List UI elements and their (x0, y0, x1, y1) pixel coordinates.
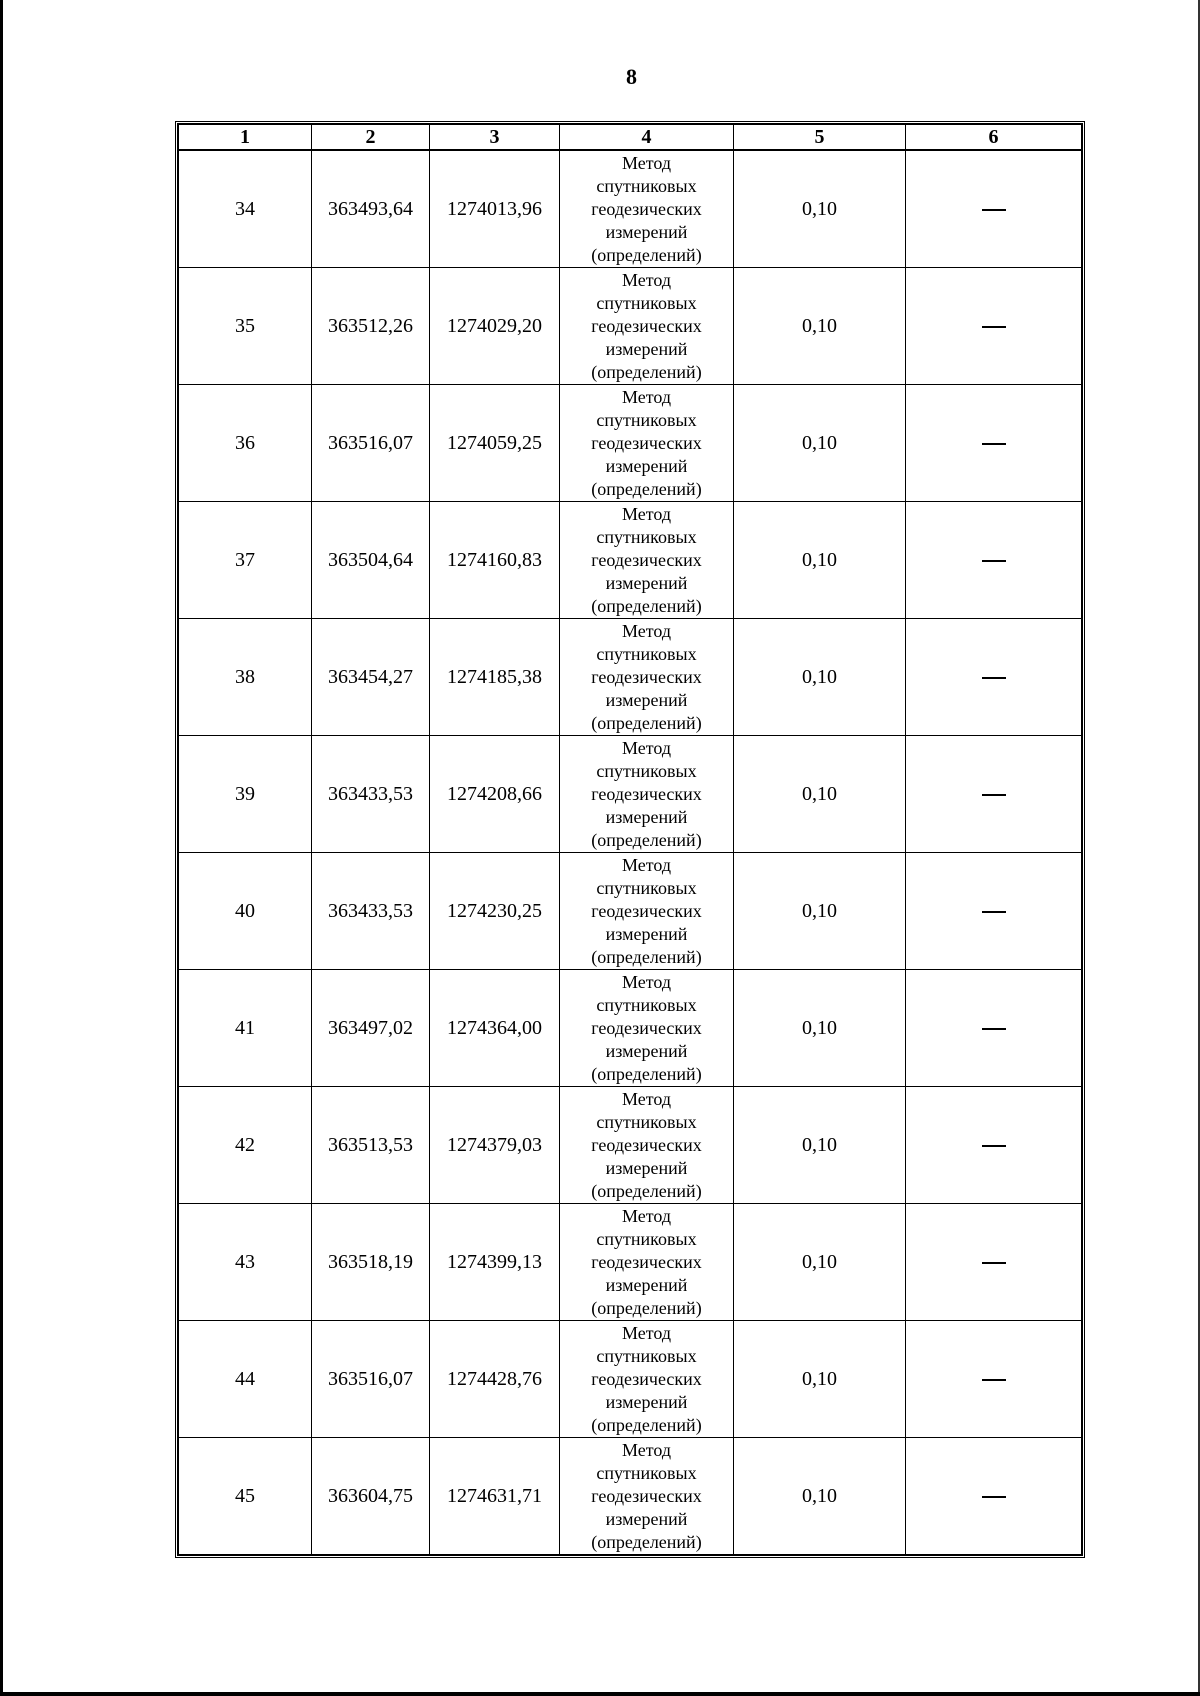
accuracy-cell: 0,10 (734, 1321, 906, 1438)
method-text-line: Метод (621, 386, 672, 407)
note-cell (906, 619, 1082, 736)
method-text-line: (определений) (591, 946, 702, 967)
method-text-line: Метод (621, 737, 672, 758)
note-cell (906, 853, 1082, 970)
coord-x-cell: 363504,64 (312, 502, 430, 619)
page-number: 8 (626, 64, 637, 89)
accuracy-cell: 0,10 (734, 736, 906, 853)
method-text-line: Метод (621, 1322, 672, 1343)
method-text-line: измерений (605, 923, 688, 944)
method-cell (560, 1204, 734, 1321)
accuracy-cell: 0,10 (734, 268, 906, 385)
coord-x-cell: 363518,19 (312, 1204, 430, 1321)
point-number-cell: 41 (179, 970, 312, 1087)
coord-x-cell: 363497,02 (312, 970, 430, 1087)
table-row (179, 268, 1082, 385)
note-cell (906, 502, 1082, 619)
method-text-line: измерений (605, 572, 688, 593)
em-dash (982, 911, 1006, 913)
note-cell (906, 1204, 1082, 1321)
coord-x-cell: 363604,75 (312, 1438, 430, 1555)
coord-y-cell: 1274059,25 (430, 385, 560, 502)
method-text-line: геодезических (591, 900, 702, 921)
coord-y-cell: 1274230,25 (430, 853, 560, 970)
coord-x-cell: 363513,53 (312, 1087, 430, 1204)
accuracy-cell: 0,10 (734, 385, 906, 502)
coord-x-cell: 363454,27 (312, 619, 430, 736)
method-text-line: (определений) (591, 1063, 702, 1084)
point-number-cell: 39 (179, 736, 312, 853)
method-text-line: геодезических (591, 1485, 702, 1506)
method-cell (560, 502, 734, 619)
method-cell (560, 619, 734, 736)
method-text-line: спутниковых (596, 643, 697, 664)
method-text-line: (определений) (591, 478, 702, 499)
coord-y-cell: 1274029,20 (430, 268, 560, 385)
method-text-line: измерений (605, 455, 688, 476)
table-body (179, 150, 1082, 1555)
table-row (179, 502, 1082, 619)
table-row (179, 1321, 1082, 1438)
method-text-line: Метод (621, 269, 672, 290)
method-cell (560, 970, 734, 1087)
method-text-line: Метод (621, 620, 672, 641)
em-dash (982, 443, 1006, 445)
em-dash (982, 1028, 1006, 1030)
table-row (179, 1204, 1082, 1321)
em-dash (982, 326, 1006, 328)
coord-y-cell: 1274379,03 (430, 1087, 560, 1204)
em-dash (982, 209, 1006, 211)
method-text-line: спутниковых (596, 1462, 697, 1483)
note-cell (906, 1321, 1082, 1438)
method-text-line: (определений) (591, 1180, 702, 1201)
point-number-cell: 36 (179, 385, 312, 502)
method-text-line: (определений) (591, 829, 702, 850)
header-col-1: 1 (179, 125, 312, 151)
point-number-cell: 45 (179, 1438, 312, 1555)
method-text-line: геодезических (591, 1368, 702, 1389)
method-text-line: Метод (621, 1439, 672, 1460)
point-number-cell: 37 (179, 502, 312, 619)
method-text-line: измерений (605, 1157, 688, 1178)
note-cell (906, 736, 1082, 853)
method-cell (560, 736, 734, 853)
table-row (179, 853, 1082, 970)
note-cell (906, 385, 1082, 502)
method-text-line: Метод (621, 971, 672, 992)
method-text-line: геодезических (591, 198, 702, 219)
method-cell (560, 385, 734, 502)
method-text-line: спутниковых (596, 994, 697, 1015)
point-number-cell: 35 (179, 268, 312, 385)
header-col-2: 2 (312, 125, 430, 151)
table-header (179, 125, 1082, 151)
method-text-line: геодезических (591, 549, 702, 570)
method-text-line: геодезических (591, 783, 702, 804)
accuracy-cell: 0,10 (734, 502, 906, 619)
method-text-line: Метод (621, 503, 672, 524)
table-row (179, 150, 1082, 268)
coord-x-cell: 363516,07 (312, 385, 430, 502)
table-row (179, 1087, 1082, 1204)
method-cell (560, 268, 734, 385)
em-dash (982, 1496, 1006, 1498)
method-text-line: Метод (621, 854, 672, 875)
method-text-line: Метод (621, 1088, 672, 1109)
table-row (179, 1438, 1082, 1555)
coord-y-cell: 1274185,38 (430, 619, 560, 736)
point-number-cell: 40 (179, 853, 312, 970)
method-text-line: (определений) (591, 1531, 702, 1552)
em-dash (982, 794, 1006, 796)
method-text-line: спутниковых (596, 1111, 697, 1132)
coord-y-cell: 1274631,71 (430, 1438, 560, 1555)
method-text-line: измерений (605, 1391, 688, 1412)
point-number-cell: 44 (179, 1321, 312, 1438)
note-cell (906, 1087, 1082, 1204)
method-text-line: спутниковых (596, 526, 697, 547)
method-text-line: геодезических (591, 1134, 702, 1155)
method-text-line: измерений (605, 1274, 688, 1295)
method-text-line: геодезических (591, 1251, 702, 1272)
coordinates-table-frame (175, 121, 1085, 1558)
method-text-line: Метод (621, 1205, 672, 1226)
method-text-line: спутниковых (596, 1228, 697, 1249)
method-text-line: измерений (605, 1040, 688, 1061)
coord-x-cell: 363493,64 (312, 150, 430, 268)
coord-y-cell: 1274208,66 (430, 736, 560, 853)
em-dash (982, 1262, 1006, 1264)
coord-y-cell: 1274160,83 (430, 502, 560, 619)
method-text-line: (определений) (591, 1297, 702, 1318)
coord-y-cell: 1274364,00 (430, 970, 560, 1087)
accuracy-cell: 0,10 (734, 1204, 906, 1321)
accuracy-cell: 0,10 (734, 1087, 906, 1204)
em-dash (982, 1379, 1006, 1381)
coordinates-table (178, 124, 1082, 1555)
method-text-line: геодезических (591, 1017, 702, 1038)
method-text-line: (определений) (591, 1414, 702, 1435)
coord-y-cell: 1274428,76 (430, 1321, 560, 1438)
method-text-line: измерений (605, 806, 688, 827)
method-text-line: спутниковых (596, 292, 697, 313)
coord-y-cell: 1274399,13 (430, 1204, 560, 1321)
coord-x-cell: 363516,07 (312, 1321, 430, 1438)
method-text-line: измерений (605, 338, 688, 359)
coord-x-cell: 363433,53 (312, 736, 430, 853)
method-text-line: геодезических (591, 666, 702, 687)
point-number-cell: 34 (179, 150, 312, 268)
method-text-line: Метод (621, 152, 672, 173)
point-number-cell: 43 (179, 1204, 312, 1321)
method-text-line: (определений) (591, 361, 702, 382)
scan-edge-bottom (0, 1692, 1200, 1696)
header-col-3: 3 (430, 125, 560, 151)
method-cell (560, 1321, 734, 1438)
method-text-line: (определений) (591, 595, 702, 616)
scan-edge-left (0, 0, 3, 1696)
header-col-4: 4 (560, 125, 734, 151)
accuracy-cell: 0,10 (734, 853, 906, 970)
method-text-line: спутниковых (596, 409, 697, 430)
note-cell (906, 268, 1082, 385)
method-text-line: спутниковых (596, 760, 697, 781)
em-dash (982, 560, 1006, 562)
point-number-cell: 38 (179, 619, 312, 736)
method-text-line: измерений (605, 1508, 688, 1529)
method-text-line: спутниковых (596, 175, 697, 196)
table-row (179, 385, 1082, 502)
method-cell (560, 1438, 734, 1555)
point-number-cell: 42 (179, 1087, 312, 1204)
em-dash (982, 1145, 1006, 1147)
note-cell (906, 150, 1082, 268)
coord-x-cell: 363512,26 (312, 268, 430, 385)
method-cell (560, 1087, 734, 1204)
header-col-5: 5 (734, 125, 906, 151)
method-text-line: геодезических (591, 315, 702, 336)
header-col-6: 6 (906, 125, 1082, 151)
note-cell (906, 970, 1082, 1087)
method-text-line: (определений) (591, 712, 702, 733)
method-text-line: измерений (605, 689, 688, 710)
table-row (179, 619, 1082, 736)
accuracy-cell: 0,10 (734, 970, 906, 1087)
method-text-line: (определений) (591, 244, 702, 265)
method-cell (560, 853, 734, 970)
em-dash (982, 677, 1006, 679)
method-text-line: спутниковых (596, 1345, 697, 1366)
method-cell (560, 150, 734, 268)
table-row (179, 970, 1082, 1087)
accuracy-cell: 0,10 (734, 150, 906, 268)
method-text-line: измерений (605, 221, 688, 242)
method-text-line: геодезических (591, 432, 702, 453)
table-row (179, 736, 1082, 853)
note-cell (906, 1438, 1082, 1555)
coord-x-cell: 363433,53 (312, 853, 430, 970)
coord-y-cell: 1274013,96 (430, 150, 560, 268)
method-text-line: спутниковых (596, 877, 697, 898)
accuracy-cell: 0,10 (734, 619, 906, 736)
accuracy-cell: 0,10 (734, 1438, 906, 1555)
header-row (179, 125, 1082, 151)
